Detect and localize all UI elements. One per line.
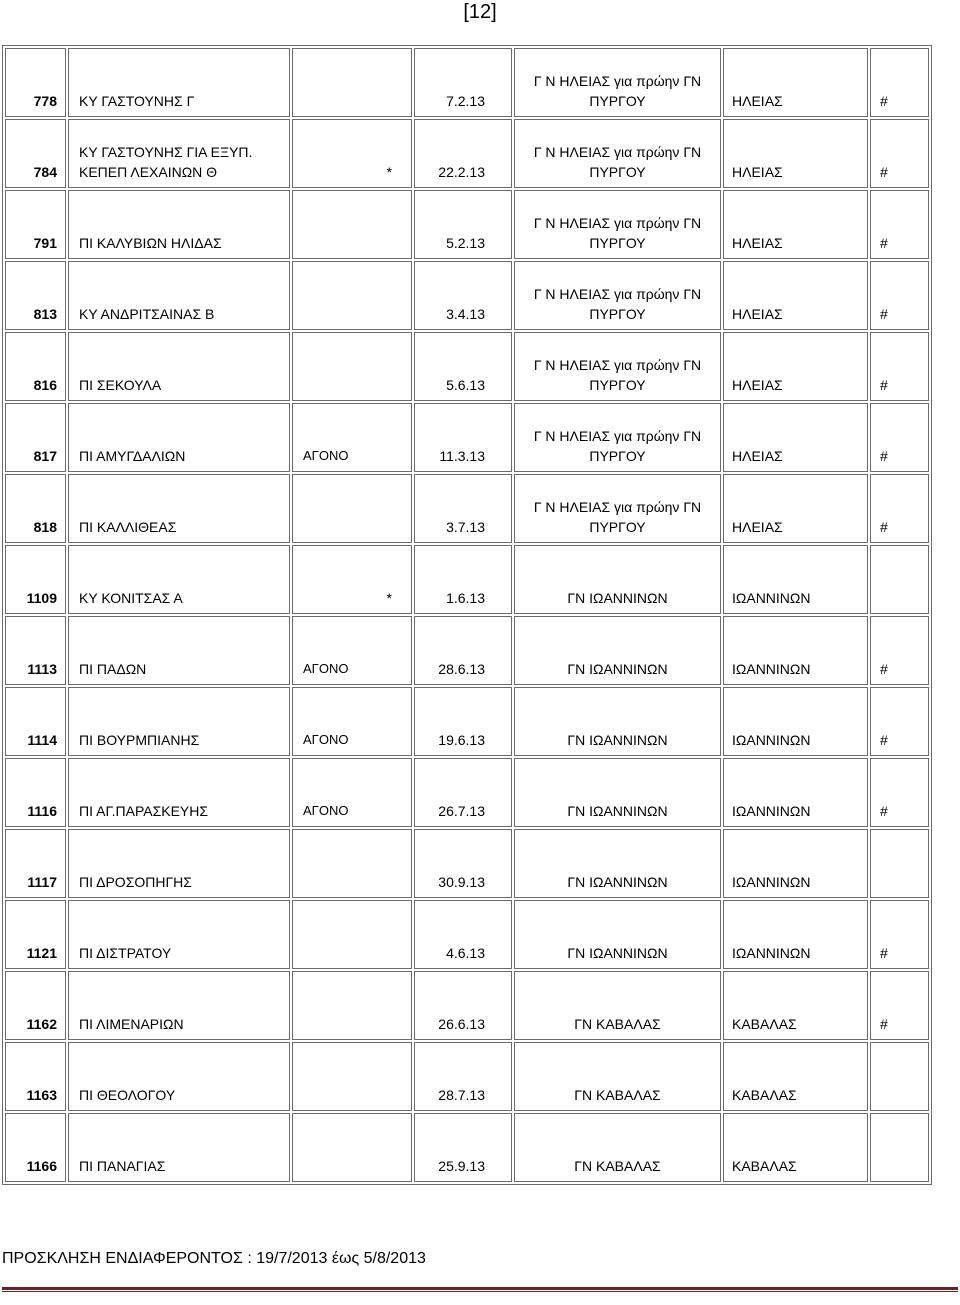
region-cell-text: ΗΛΕΙΑΣ [732,306,783,322]
mark-cell [870,474,929,543]
table-row [5,829,929,898]
hospital-cell-line: Γ Ν ΗΛΕΙΑΣ για πρώην ΓΝ [533,357,702,373]
region-cell [723,758,868,827]
mark-cell-text: # [880,1016,888,1032]
region-cell-text: ΚΑΒΑΛΑΣ [732,1158,797,1174]
region-cell-text: ΙΩΑΝΝΙΝΩΝ [732,945,811,961]
status-cell-text: ΑΓΟΝΟ [303,803,349,818]
date-cell [414,332,512,401]
date-cell-text: 11.3.13 [439,448,485,464]
hospital-cell [514,758,721,827]
region-cell-text: ΙΩΑΝΝΙΝΩΝ [732,874,811,890]
code-cell-text: 813 [33,306,57,322]
unit-name-cell-text: ΚΥ ΚΟΝΙΤΣΑΣ Α [79,590,183,606]
code-cell-text: 1116 [27,803,57,819]
status-cell [292,758,412,827]
table-row [5,900,929,969]
region-cell-text: ΗΛΕΙΑΣ [732,377,783,393]
mark-cell [870,1113,929,1182]
date-cell [414,758,512,827]
status-cell [292,190,412,259]
table-row [5,1042,929,1111]
mark-cell-text: # [880,93,888,109]
hospital-cell-line: ΠΥΡΓΟΥ [589,519,646,535]
date-cell-text: 28.7.13 [438,1087,485,1103]
unit-name-cell-line: ΚΕΠΕΠ ΛΕΧΑΙΝΩΝ Θ [79,164,218,180]
region-cell-text: ΗΛΕΙΑΣ [732,519,783,535]
date-cell-text: 19.6.13 [438,732,485,748]
date-cell [414,1113,512,1182]
hospital-cell-text: ΓΝ ΚΑΒΑΛΑΣ [574,1016,661,1032]
region-cell [723,48,868,117]
unit-name-cell-text: ΠΙ ΠΑΝΑΓΙΑΣ [79,1158,166,1174]
region-cell-text: ΙΩΑΝΝΙΝΩΝ [732,590,811,606]
table-row [5,332,929,401]
unit-name-cell-line: ΚΥ ΓΑΣΤΟΥΝΗΣ ΓΙΑ ΕΞΥΠ. [79,144,253,160]
status-cell [292,900,412,969]
status-cell [292,261,412,330]
code-cell-text: 791 [33,235,57,251]
mark-cell [870,971,929,1040]
unit-name-cell [68,119,290,188]
status-cell-text: ΑΓΟΝΟ [303,732,349,747]
table-row [5,261,929,330]
code-cell-text: 1114 [27,732,57,748]
date-cell-text: 26.6.13 [438,1016,485,1032]
hospital-cell [514,971,721,1040]
date-cell-text: 3.4.13 [446,306,485,322]
code-cell [5,829,66,898]
hospital-cell-line: Γ Ν ΗΛΕΙΑΣ για πρώην ΓΝ [533,428,702,444]
status-cell [292,1113,412,1182]
code-cell [5,616,66,685]
date-cell-text: 5.6.13 [446,377,485,393]
unit-name-cell-text: ΠΙ ΒΟΥΡΜΠΙΑΝΗΣ [79,732,200,748]
unit-name-cell [68,474,290,543]
code-cell [5,48,66,117]
code-cell-text: 1117 [27,874,57,890]
region-cell [723,829,868,898]
status-cell [292,971,412,1040]
date-cell-text: 4.6.13 [446,945,485,961]
unit-name-cell-text: ΠΙ ΚΑΛΛΙΘΕΑΣ [79,519,177,535]
footer-announcement: ΠΡΟΣΚΛΗΣΗ ΕΝΔΙΑΦΕΡΟΝΤΟΣ : 19/7/2013 έως 5/8/2013 [2,1250,426,1267]
region-cell [723,190,868,259]
code-cell-text: 784 [33,164,57,180]
code-cell [5,474,66,543]
hospital-cell [514,616,721,685]
region-cell [723,119,868,188]
date-cell [414,900,512,969]
code-cell-text: 818 [33,519,57,535]
status-cell [292,119,412,188]
region-cell-text: ΗΛΕΙΑΣ [732,448,783,464]
status-cell [292,616,412,685]
unit-name-cell [68,1113,290,1182]
code-cell-text: 1166 [26,1158,57,1174]
mark-cell [870,403,929,472]
mark-cell-text: # [880,164,888,180]
status-cell [292,474,412,543]
region-cell [723,616,868,685]
date-cell-text: 28.6.13 [438,661,485,677]
region-cell-text: ΙΩΑΝΝΙΝΩΝ [732,803,811,819]
hospital-cell [514,261,721,330]
unit-name-cell-text: ΠΙ ΣΕΚΟΥΛΑ [79,377,162,393]
mark-cell-text: # [880,732,888,748]
mark-cell [870,190,929,259]
hospital-cell-text: ΓΝ ΙΩΑΝΝΙΝΩΝ [567,661,668,677]
hospital-cell [514,687,721,756]
mark-cell [870,261,929,330]
region-cell-text: ΚΑΒΑΛΑΣ [732,1016,797,1032]
unit-name-cell-text: ΠΙ ΑΓ.ΠΑΡΑΣΚΕΥΗΣ [79,803,209,819]
date-cell-text: 7.2.13 [446,93,485,109]
table-row [5,474,929,543]
date-cell [414,474,512,543]
table-row [5,758,929,827]
date-cell [414,1042,512,1111]
hospital-cell-text: ΓΝ ΙΩΑΝΝΙΝΩΝ [567,732,668,748]
region-cell-text: ΚΑΒΑΛΑΣ [732,1087,797,1103]
table-row [5,616,929,685]
code-cell-text: 817 [33,448,57,464]
hospital-cell [514,900,721,969]
status-cell [292,403,412,472]
unit-name-cell [68,616,290,685]
code-cell [5,1113,66,1182]
mark-cell-text: # [880,945,888,961]
hospital-cell-line: ΠΥΡΓΟΥ [589,448,646,464]
region-cell [723,900,868,969]
mark-cell [870,119,929,188]
hospital-cell [514,545,721,614]
unit-name-cell [68,687,290,756]
code-cell-text: 1163 [26,1087,57,1103]
date-cell-text: 30.9.13 [438,874,485,890]
unit-name-cell-text: ΚΥ ΑΝΔΡΙΤΣΑΙΝΑΣ Β [79,306,215,322]
mark-cell-text: # [880,661,888,677]
date-cell [414,971,512,1040]
mark-cell-text: # [880,519,888,535]
mark-cell [870,900,929,969]
region-cell [723,971,868,1040]
mark-cell-text: # [880,803,888,819]
hospital-cell-text: ΓΝ ΚΑΒΑΛΑΣ [574,1158,661,1174]
region-cell [723,261,868,330]
date-cell [414,403,512,472]
mark-cell [870,48,929,117]
unit-name-cell-text: ΠΙ ΚΑΛΥΒΙΩΝ ΗΛΙΔΑΣ [79,235,222,251]
unit-name-cell-text: ΠΙ ΛΙΜΕΝΑΡΙΩΝ [79,1016,184,1032]
date-cell-text: 5.2.13 [446,235,485,251]
hospital-cell-line: ΠΥΡΓΟΥ [589,235,646,251]
code-cell-text: 1121 [26,945,57,961]
unit-name-cell-text: ΠΙ ΠΑΔΩΝ [79,661,147,677]
region-cell [723,687,868,756]
unit-name-cell [68,1042,290,1111]
unit-name-cell [68,48,290,117]
date-cell [414,190,512,259]
code-cell [5,332,66,401]
hospital-cell [514,474,721,543]
status-cell-text: ΑΓΟΝΟ [303,661,349,676]
unit-name-cell [68,261,290,330]
mark-cell-text: # [880,448,888,464]
hospital-cell [514,190,721,259]
code-cell [5,1042,66,1111]
table-body [5,48,929,1182]
unit-name-cell-text: ΚΥ ΓΑΣΤΟΥΝΗΣ Γ [79,93,195,109]
mark-cell [870,1042,929,1111]
region-cell-text: ΙΩΑΝΝΙΝΩΝ [732,661,811,677]
unit-name-cell [68,758,290,827]
mark-cell [870,545,929,614]
code-cell [5,545,66,614]
hospital-cell-text: ΓΝ ΙΩΑΝΝΙΝΩΝ [567,803,668,819]
code-cell-text: 816 [33,377,57,393]
region-cell [723,332,868,401]
code-cell-text: 778 [33,93,57,109]
hospital-cell-line: Γ Ν ΗΛΕΙΑΣ για πρώην ΓΝ [533,499,702,515]
date-cell [414,545,512,614]
date-cell-text: 25.9.13 [438,1158,485,1174]
region-cell-text: ΗΛΕΙΑΣ [732,93,783,109]
hospital-cell-line: ΠΥΡΓΟΥ [589,93,646,109]
status-cell [292,1042,412,1111]
status-cell-text: * [386,590,392,606]
date-cell [414,261,512,330]
date-cell [414,616,512,685]
code-cell [5,403,66,472]
code-cell [5,758,66,827]
region-cell [723,1042,868,1111]
code-cell [5,261,66,330]
region-cell-text: ΗΛΕΙΑΣ [732,235,783,251]
hospital-cell-line: ΠΥΡΓΟΥ [589,306,646,322]
table-row [5,687,929,756]
unit-name-cell [68,971,290,1040]
region-cell-text: ΙΩΑΝΝΙΝΩΝ [732,732,811,748]
mark-cell [870,332,929,401]
hospital-cell-line: ΠΥΡΓΟΥ [589,164,646,180]
hospital-cell-line: Γ Ν ΗΛΕΙΑΣ για πρώην ΓΝ [533,73,702,89]
hospital-cell-line: Γ Ν ΗΛΕΙΑΣ για πρώην ΓΝ [533,144,702,160]
code-cell-text: 1109 [26,590,57,606]
hospital-cell-text: ΓΝ ΙΩΑΝΝΙΝΩΝ [567,590,668,606]
status-cell [292,545,412,614]
hospital-cell [514,1113,721,1182]
table-row [5,119,929,188]
hospital-cell [514,1042,721,1111]
region-cell [723,1113,868,1182]
positions-table [2,45,932,1185]
date-cell-text: 22.2.13 [438,164,485,180]
table-row [5,545,929,614]
status-cell-text: * [386,164,392,180]
hospital-cell [514,829,721,898]
unit-name-cell [68,332,290,401]
date-cell-text: 26.7.13 [438,803,485,819]
hospital-cell [514,119,721,188]
status-cell [292,829,412,898]
hospital-cell-line: ΠΥΡΓΟΥ [589,377,646,393]
status-cell-text: ΑΓΟΝΟ [303,448,349,463]
mark-cell [870,687,929,756]
unit-name-cell-text: ΠΙ ΘΕΟΛΟΓΟΥ [79,1087,176,1103]
table-row [5,403,929,472]
code-cell [5,687,66,756]
code-cell-text: 1113 [27,661,57,677]
date-cell [414,48,512,117]
hospital-cell [514,48,721,117]
date-cell-text: 1.6.13 [446,590,485,606]
date-cell [414,687,512,756]
page-number: [12] [463,1,497,23]
unit-name-cell-text: ΠΙ ΔΡΟΣΟΠΗΓΗΣ [79,874,192,890]
mark-cell-text: # [880,377,888,393]
mark-cell [870,758,929,827]
date-cell [414,119,512,188]
table-row [5,1113,929,1182]
date-cell [414,829,512,898]
hospital-cell [514,332,721,401]
mark-cell-text: # [880,235,888,251]
code-cell [5,190,66,259]
code-cell [5,119,66,188]
unit-name-cell-text: ΠΙ ΔΙΣΤΡΑΤΟΥ [79,945,172,961]
hospital-cell-text: ΓΝ ΚΑΒΑΛΑΣ [574,1087,661,1103]
code-cell-text: 1162 [26,1016,57,1032]
unit-name-cell [68,403,290,472]
code-cell [5,900,66,969]
hospital-cell [514,403,721,472]
region-cell [723,474,868,543]
unit-name-cell-text: ΠΙ ΑΜΥΓΔΑΛΙΩΝ [79,448,186,464]
table-row [5,971,929,1040]
unit-name-cell [68,900,290,969]
region-cell-text: ΗΛΕΙΑΣ [732,164,783,180]
status-cell [292,332,412,401]
mark-cell [870,616,929,685]
footer-rule [2,1287,958,1293]
hospital-cell-line: Γ Ν ΗΛΕΙΑΣ για πρώην ΓΝ [533,286,702,302]
table-row [5,190,929,259]
date-cell-text: 3.7.13 [446,519,485,535]
unit-name-cell [68,545,290,614]
mark-cell-text: # [880,306,888,322]
mark-cell [870,829,929,898]
status-cell [292,48,412,117]
unit-name-cell [68,190,290,259]
region-cell [723,545,868,614]
hospital-cell-text: ΓΝ ΙΩΑΝΝΙΝΩΝ [567,874,668,890]
code-cell [5,971,66,1040]
table-row [5,48,929,117]
region-cell [723,403,868,472]
status-cell [292,687,412,756]
hospital-cell-line: Γ Ν ΗΛΕΙΑΣ για πρώην ΓΝ [533,215,702,231]
hospital-cell-text: ΓΝ ΙΩΑΝΝΙΝΩΝ [567,945,668,961]
unit-name-cell [68,829,290,898]
